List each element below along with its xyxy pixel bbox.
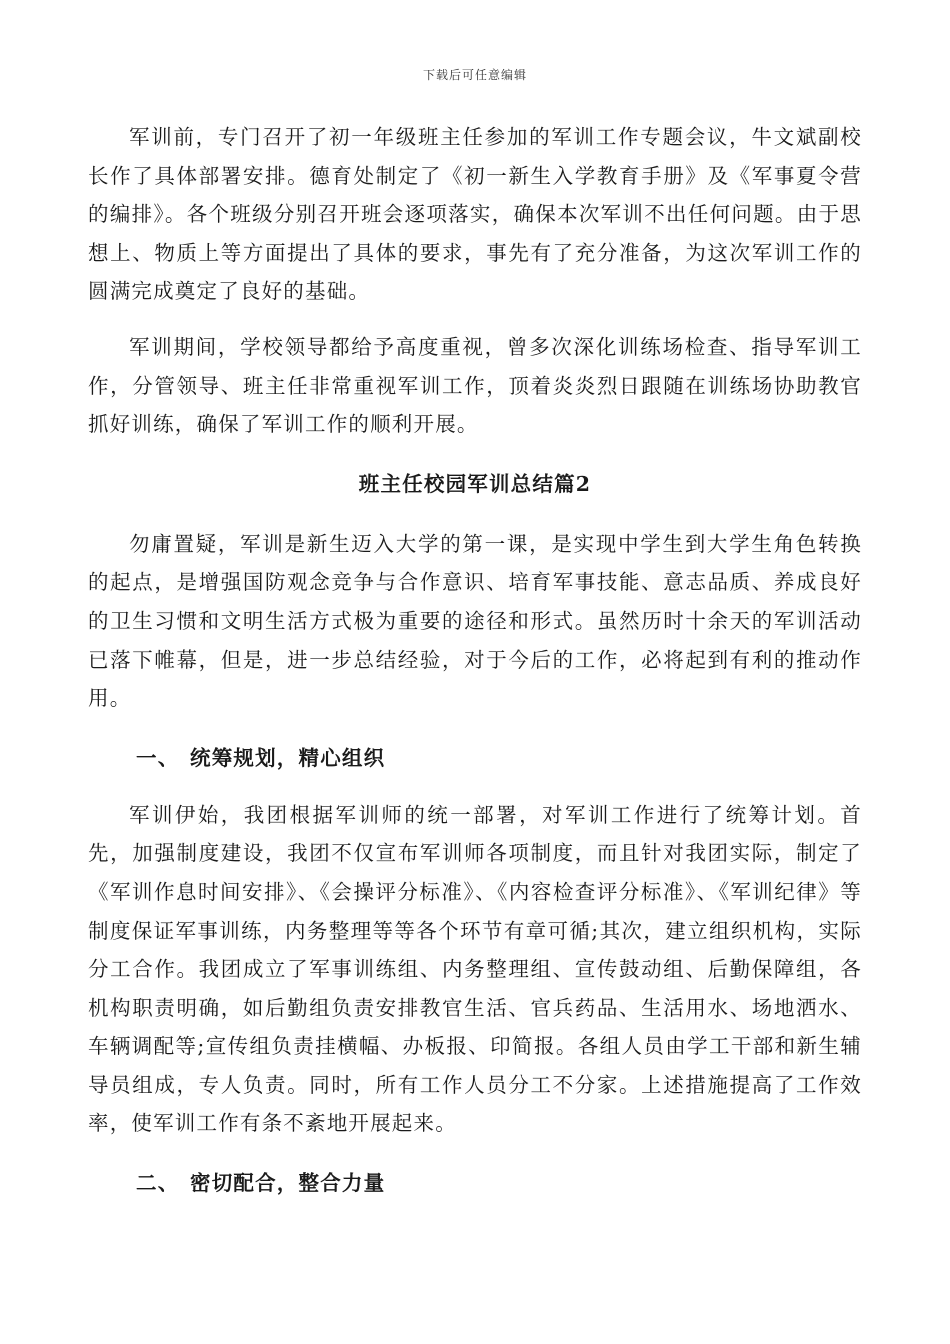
subheading-2-number: 二、 (136, 1171, 180, 1196)
subheading-2-text: 密切配合，整合力量 (190, 1171, 386, 1196)
page-header-note: 下载后可任意编辑 (422, 68, 527, 82)
subheading-1-number: 一、 (136, 745, 180, 770)
section-title: 班主任校园军训总结篇2 (358, 471, 592, 496)
subheading-1-text: 统筹规划，精心组织 (190, 745, 386, 770)
paragraph-during-training: 军训期间，学校领导都给予高度重视，曾多次深化训练场检查、指导军训工作，分管领导、班主任非常重视军训工作，顶着炎炎烈日跟随在训练场协助教官抓好训练，确保了军训工作的顺利开展。 (88, 334, 862, 437)
paragraph-pre-training: 军训前，专门召开了初一年级班主任参加的军训工作专题会议，牛文斌副校长作了具体部署安排。德育处制定了《初一新生入学教育手册》及《军事夏令营的编排》。各个班级分别召开班会逐项落实，确保本次军训不出任何问题。由于思想上、物质上等方面提出了具体的要求，事先有了充分准备，为这次军训工作的圆满完成奠定了良好的基础。 (88, 125, 862, 304)
subheading-2 (88, 1163, 862, 1203)
paragraph-opening: 勿庸置疑，军训是新生迈入大学的第一课，是实现中学生到大学生角色转换的起点，是增强国防观念竞争与合作意识、培育军事技能、意志品质、养成良好的卫生习惯和文明生活方式极为重要的途径和形式。虽然历时十余天的军训活动已落下帷幕，但是，进一步总结经验，对于今后的工作，必将起到有利的推动作用。 (88, 531, 862, 711)
subheading-1 (88, 738, 862, 778)
document-body (88, 118, 862, 1221)
paragraph-planning: 军训伊始，我团根据军训师的统一部署，对军训工作进行了统筹计划。首先，加强制度建设，我团不仅宣布军训师各项制度，而且针对我团实际，制定了《军训作息时间安排》、《会操评分标准》、《内容检查评分标准》、《军训纪律》等制度保证军事训练，内务整理等等各个环节有章可循;其次，建立组织机构，实际分工合作。我团成立了军事训练组、内务整理组、宣传鼓动组、后勤保障组，各机构职责明确，如后勤组负责安排教官生活、官兵药品、生活用水、场地洒水、车辆调配等;宣传组负责挂横幅、办板报、印简报。各组人员由学工干部和新生辅导员组成，专人负责。同时，所有工作人员分工不分家。上述措施提高了工作效率，使军训工作有条不紊地开展起来。 (88, 802, 862, 1136)
